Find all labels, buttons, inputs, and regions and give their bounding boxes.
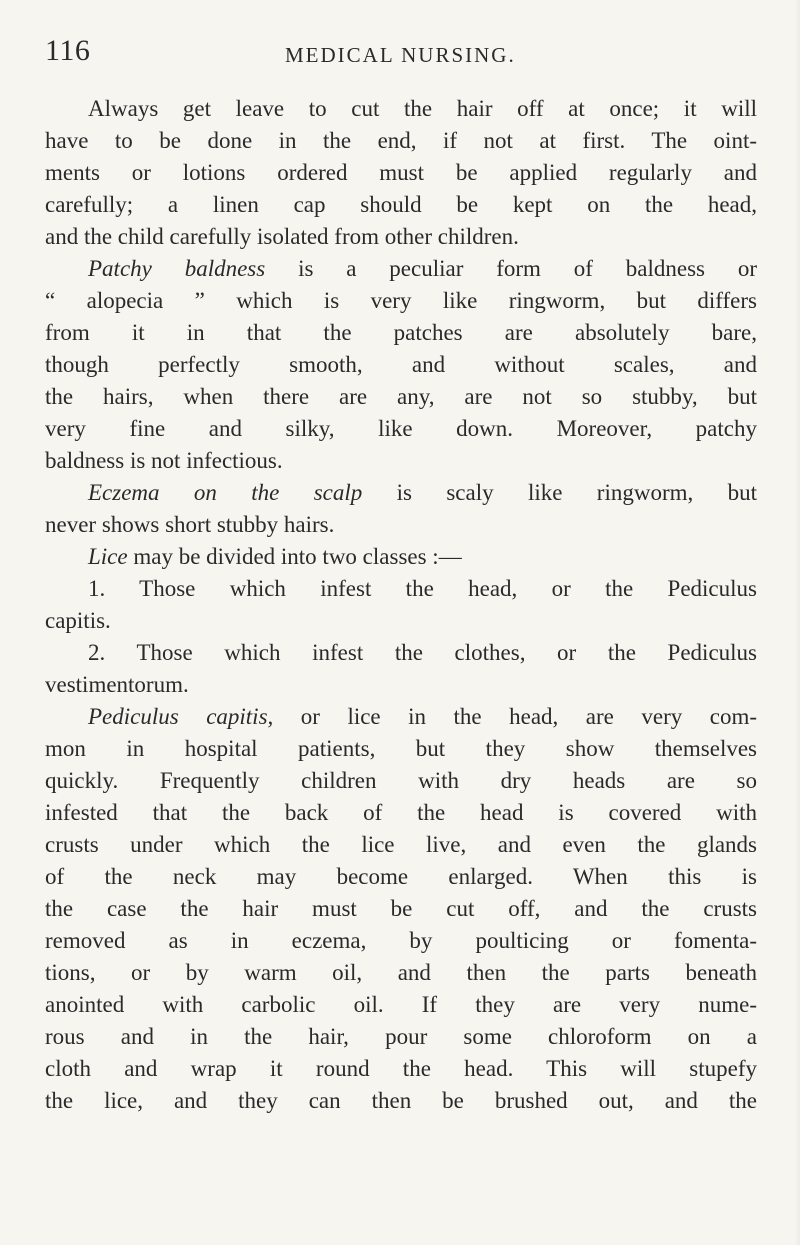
text-line: Eczema on the scalp is scaly like ringworm, but xyxy=(88,480,757,505)
text-line: and the child carefully isolated from other children. xyxy=(45,224,519,249)
text-line: of the neck may become enlarged. When this is xyxy=(45,864,757,889)
text-line: very fine and silky, like down. Moreover, patchy xyxy=(45,416,757,441)
page-number: 116 xyxy=(45,34,91,67)
text-line: rous and in the hair, pour some chloroform on a xyxy=(45,1024,757,1049)
text-line: crusts under which the lice live, and even the glands xyxy=(45,832,757,857)
text-line: removed as in eczema, by poulticing or fomenta- xyxy=(45,928,757,953)
text-line: baldness is not infectious. xyxy=(45,448,283,473)
text-line: never shows short stubby hairs. xyxy=(45,512,335,537)
text-line: Lice may be divided into two classes :— xyxy=(88,544,462,569)
text-line: mon in hospital patients, but they show themselves xyxy=(45,736,757,761)
text-line: from it in that the patches are absolutely bare, xyxy=(45,320,757,345)
text-line: carefully; a linen cap should be kept on the head, xyxy=(45,192,757,217)
text-line: the case the hair must be cut off, and the crusts xyxy=(45,896,757,921)
italic-term: Eczema on the scalp xyxy=(88,480,363,505)
italic-term: Pediculus capitis, xyxy=(88,704,274,729)
text-line: Always get leave to cut the hair off at once; it will xyxy=(88,96,757,121)
text-line: 1. Those which infest the head, or the Pediculus xyxy=(88,576,757,601)
text-line: anointed with carbolic oil. If they are very nume- xyxy=(45,992,757,1017)
text-line: the hairs, when there are any, are not so stubby, but xyxy=(45,384,757,409)
text-line: 2. Those which infest the clothes, or the Pediculus xyxy=(88,640,757,665)
text-line: “ alopecia ” which is very like ringworm, but differs xyxy=(45,288,757,313)
text-line: Pediculus capitis, or lice in the head, are very com- xyxy=(88,704,757,729)
body-text xyxy=(45,93,757,1117)
italic-term: Lice xyxy=(88,544,128,569)
text-line: cloth and wrap it round the head. This will stupefy xyxy=(45,1056,757,1081)
text-line: though perfectly smooth, and without scales, and xyxy=(45,352,757,377)
text-line: capitis. xyxy=(45,608,111,633)
text-line: Patchy baldness is a peculiar form of baldness or xyxy=(88,256,757,281)
text-line: have to be done in the end, if not at first. The oint- xyxy=(45,128,757,153)
italic-term: Patchy baldness xyxy=(88,256,266,281)
scan-edge-shadow xyxy=(794,0,800,1245)
text-line: quickly. Frequently children with dry heads are so xyxy=(45,768,757,793)
text-line: infested that the back of the head is covered with xyxy=(45,800,757,825)
text-line: vestimentorum. xyxy=(45,672,189,697)
text-line: tions, or by warm oil, and then the parts beneath xyxy=(45,960,757,985)
running-title: MEDICAL NURSING. xyxy=(285,43,516,67)
text-line: ments or lotions ordered must be applied regularly and xyxy=(45,160,757,185)
text-line: the lice, and they can then be brushed out, and the xyxy=(45,1088,757,1113)
